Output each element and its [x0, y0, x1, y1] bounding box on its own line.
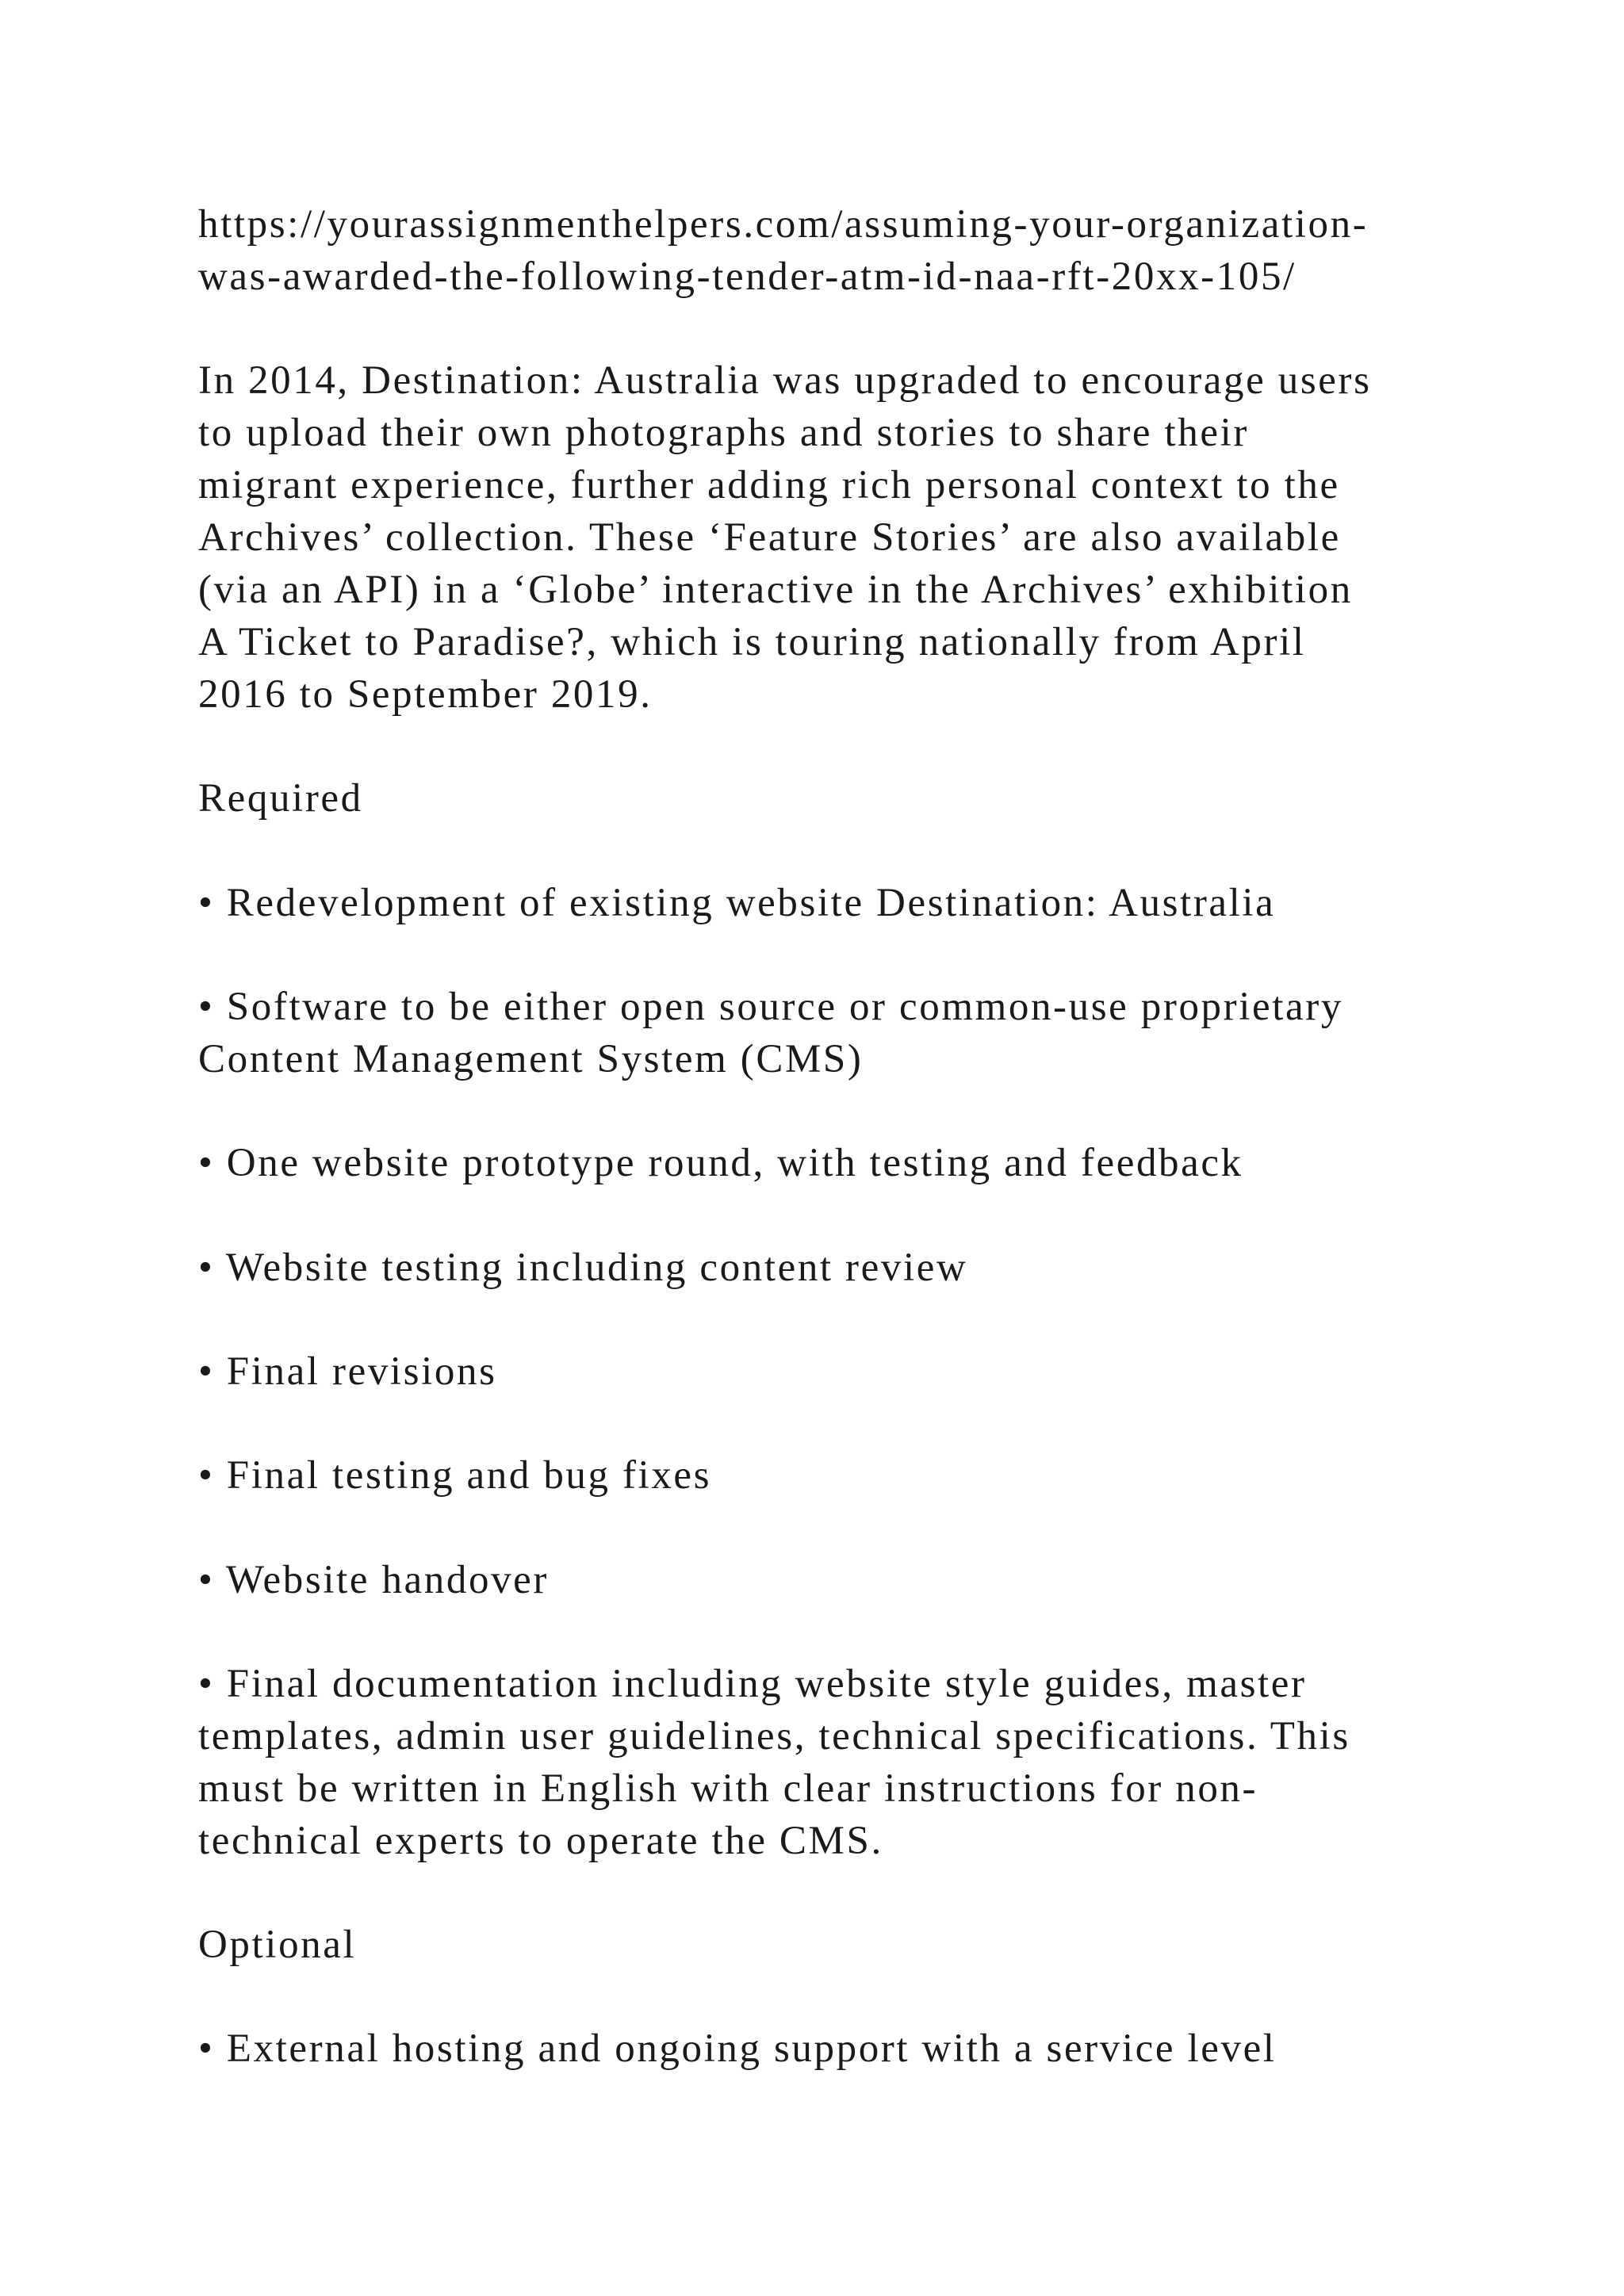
paragraph-line: migrant experience, further adding rich personal context to the — [198, 463, 1340, 507]
required-heading: Required — [198, 776, 363, 821]
list-item: • Website handover — [198, 1558, 550, 1602]
paragraph-line: In 2014, Destination: Australia was upgraded to encourage users — [198, 358, 1372, 403]
list-item-line: • Final documentation including website style guides, master — [198, 1662, 1307, 1706]
list-item: • Redevelopment of existing website Destination: Australia — [198, 881, 1276, 925]
list-item-line: • Software to be either open source or common-use proprietary — [198, 985, 1343, 1029]
paragraph-line: A Ticket to Paradise?, which is touring nationally from April — [198, 620, 1306, 664]
url-line: https://yourassignmenthelpers.com/assuming-your-organization- — [198, 202, 1369, 247]
paragraph-line: Archives’ collection. These ‘Feature Stories’ are also available — [198, 515, 1341, 560]
list-item-line: technical experts to operate the CMS. — [198, 1819, 883, 1863]
list-item: • Final revisions — [198, 1349, 497, 1394]
optional-heading: Optional — [198, 1923, 357, 1967]
list-item-line: templates, admin user guidelines, technical specifications. This — [198, 1714, 1350, 1758]
list-item: • Website testing including content review — [198, 1246, 968, 1290]
list-item: • One website prototype round, with testing and feedback — [198, 1141, 1243, 1185]
paragraph-line: 2016 to September 2019. — [198, 672, 653, 717]
list-item-line: must be written in English with clear instructions for non- — [198, 1766, 1258, 1811]
list-item: • Final testing and bug fixes — [198, 1453, 712, 1498]
paragraph-line: to upload their own photographs and stories to share their — [198, 411, 1249, 455]
list-item-line: Content Management System (CMS) — [198, 1037, 864, 1081]
paragraph-line: (via an API) in a ‘Globe’ interactive in the Archives’ exhibition — [198, 568, 1353, 612]
url-line: was-awarded-the-following-tender-atm-id-naa-rft-20xx-105/ — [198, 254, 1297, 299]
list-item: • External hosting and ongoing support with a service level — [198, 2026, 1277, 2071]
